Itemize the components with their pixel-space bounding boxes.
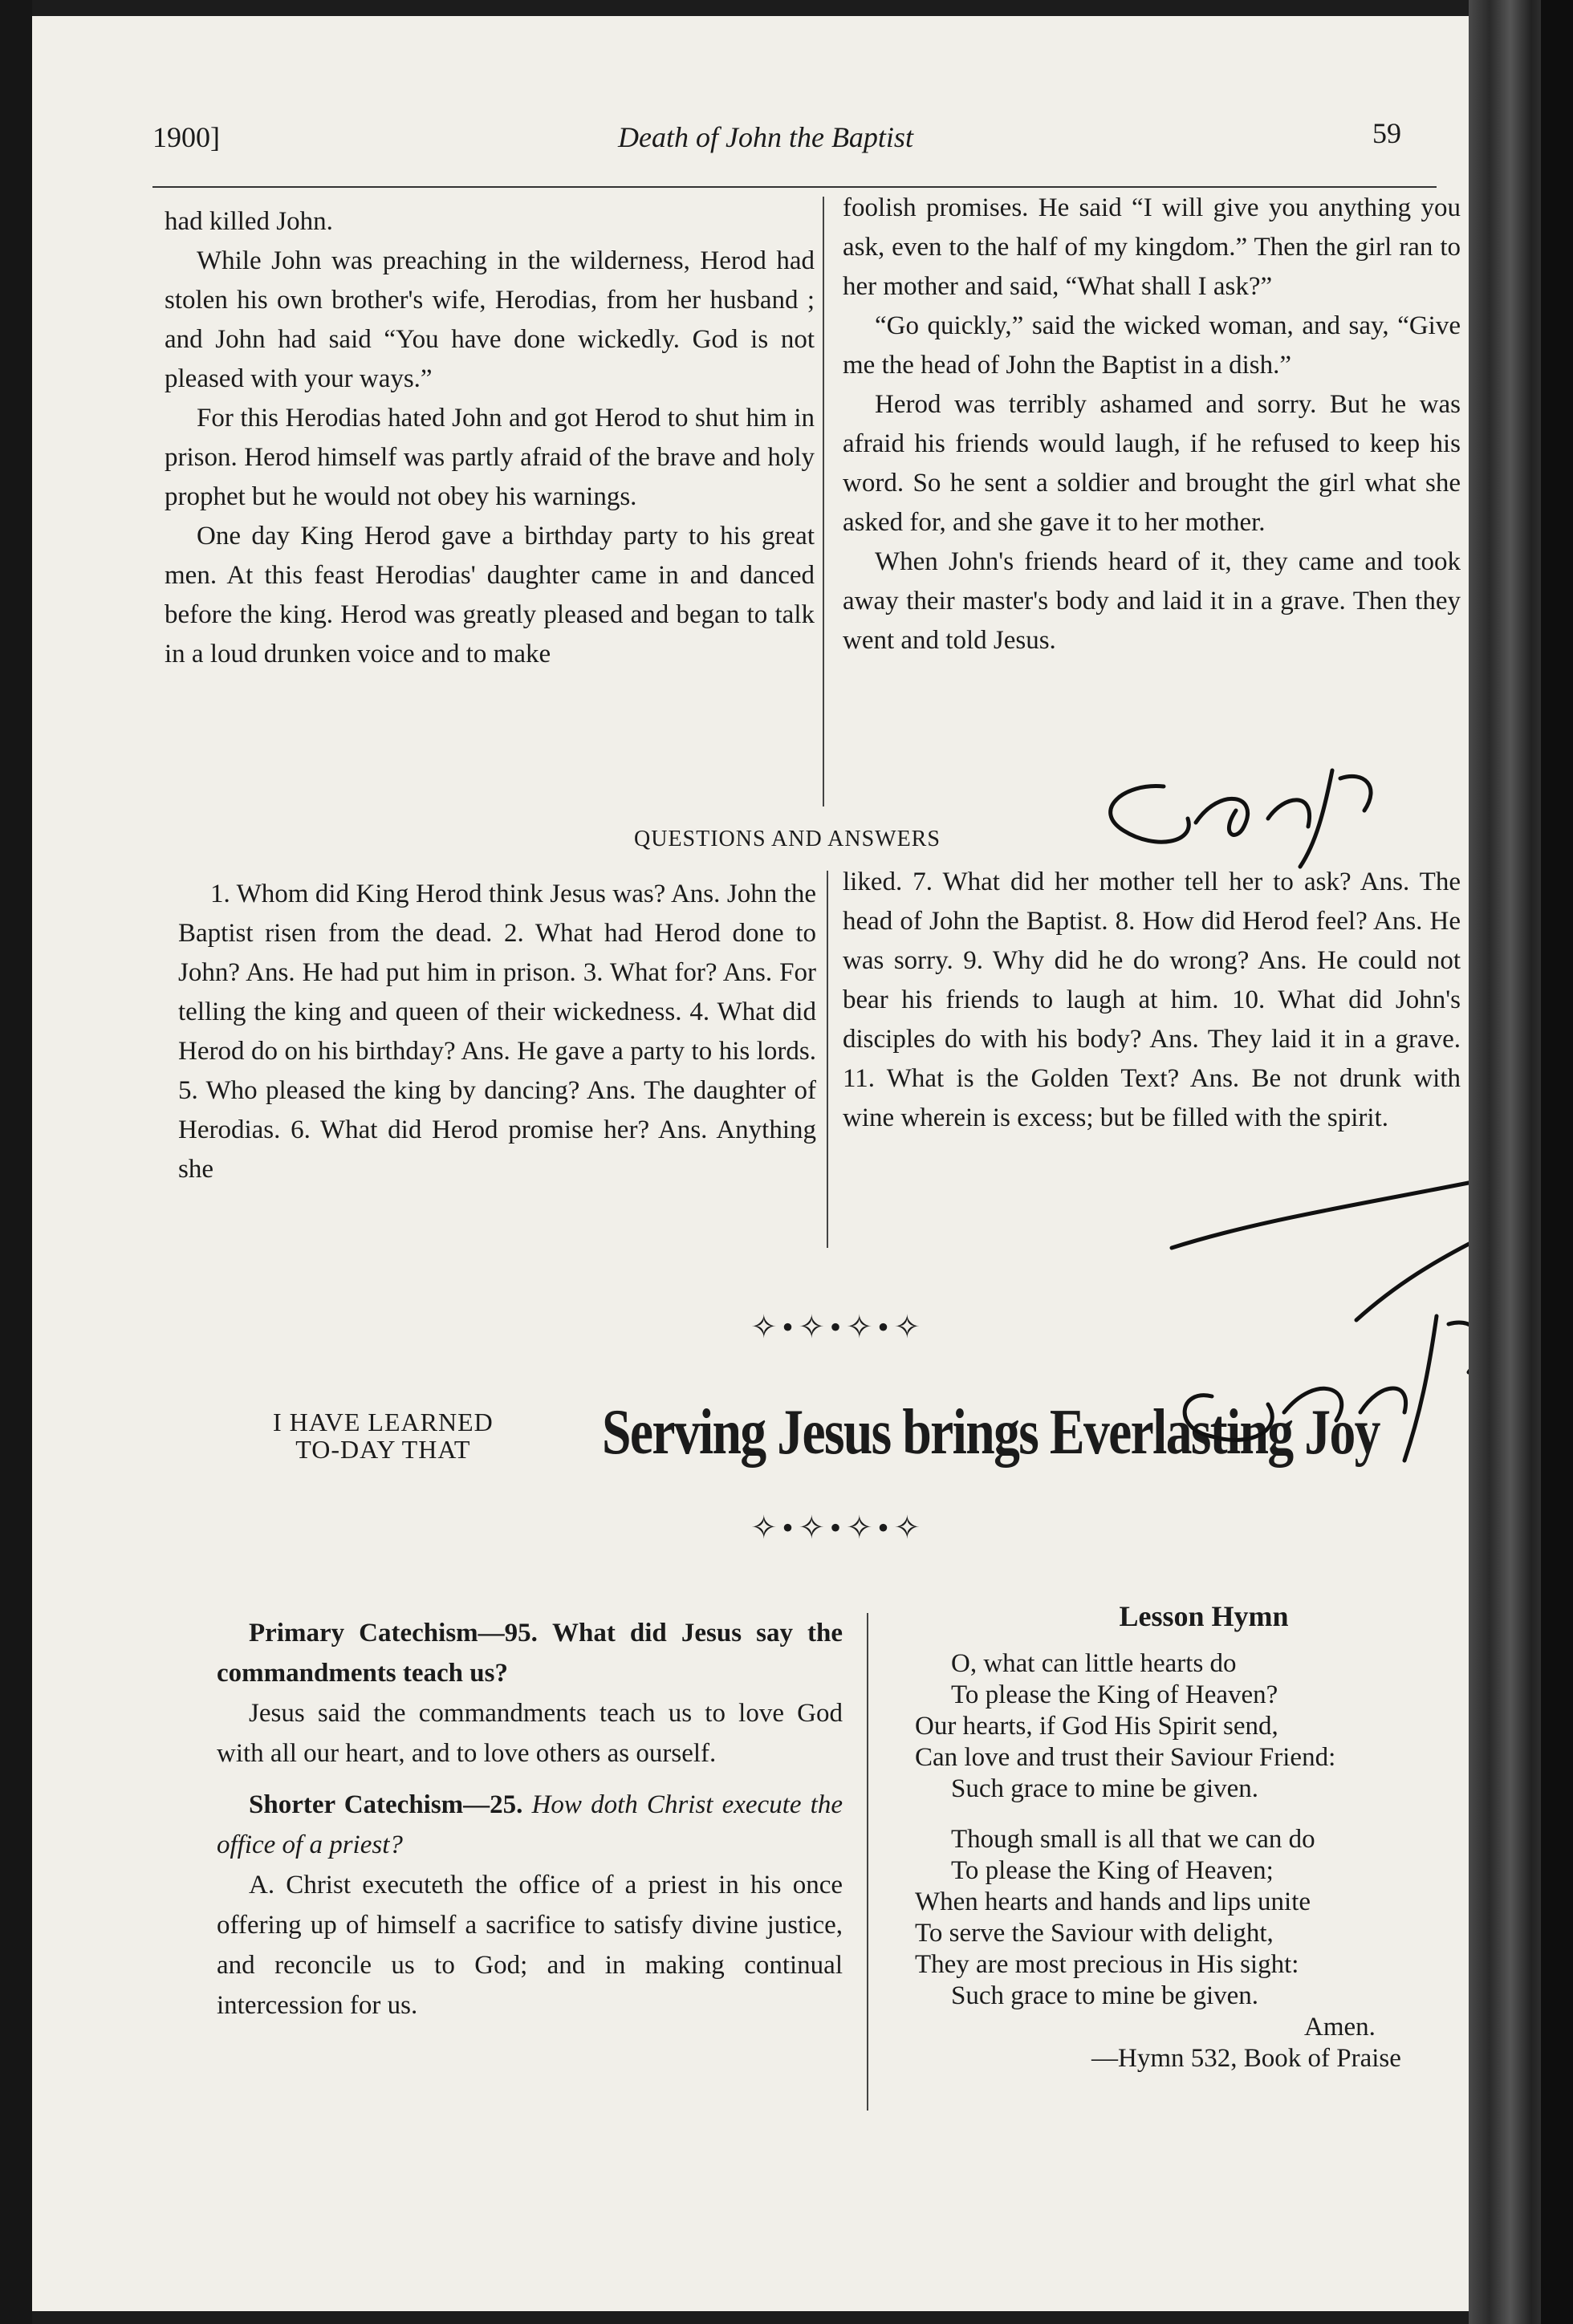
hymn-line: They are most precious in His sight: <box>915 1950 1299 1979</box>
hymn-amen: Amen. <box>1304 2013 1376 2042</box>
right-column <box>843 189 1461 660</box>
lesson-hymn <box>915 1601 1493 2074</box>
qa-heading: QUESTIONS AND ANSWERS <box>634 827 941 851</box>
column-divider <box>823 197 824 806</box>
paragraph: Herod was terribly ashamed and sorry. But he was afraid his friends would laugh, if he refused to keep his word. So he sent a soldier and brought the girl what she asked for, and she gave it to her mother. <box>843 390 1461 537</box>
paragraph: “Go quickly,” said the wicked woman, and say, “Give me the head of John the Baptist in a dish.” <box>843 311 1461 380</box>
qa-column-divider <box>827 871 828 1248</box>
paragraph: had killed John. <box>165 207 333 236</box>
paragraph: When John's friends heard of it, they came and took away their master's body and laid it in a grave. Then they went and told Jesus. <box>843 547 1461 655</box>
hymn-line: To please the King of Heaven? <box>951 1680 1278 1709</box>
hymn-line: To serve the Saviour with delight, <box>915 1919 1274 1948</box>
hymn-line: Our hearts, if God His Spirit send, <box>915 1712 1278 1741</box>
scan-left-edge <box>0 0 32 2324</box>
stanza-gap <box>915 1805 1493 1824</box>
shorter-catechism-answer: A. Christ executeth the office of a priest in his once offering up of himself a sacrifice to satisfy divine justice, and reconcile us to God; and in making continual intercession for us. <box>217 1871 843 2020</box>
hymn-line: To please the King of Heaven; <box>951 1856 1274 1885</box>
qa-left-column <box>178 875 816 1189</box>
paragraph: While John was preaching in the wilderness, Herod had stolen his own brother's wife, Herodias, from her husband ; and John had said “You have done wickedly. God is not pleased with your ways.” <box>165 246 815 393</box>
primary-catechism-label: Primary Catechism—95. <box>249 1619 538 1648</box>
qa-text: 1. Whom did King Herod think Jesus was? Ans. John the Baptist risen from the dead. 2. What had Herod done to John? Ans. He had put him in prison. 3. What for? Ans. For telling the king and queen of their wickedness. 4. What did Herod do on his birthday? Ans. He gave a party to his lords. 5. Who pleased the king by dancing? Ans. The daughter of Herodias. 6. What did Herod promise her? Ans. Anything she <box>178 880 816 1184</box>
hymn-line: When hearts and hands and lips unite <box>915 1887 1311 1916</box>
qa-text: liked. 7. What did her mother tell her to ask? Ans. The head of John the Baptist. 8. How did Herod feel? Ans. He was sorry. 9. Why did he do wrong? Ans. He could not bear his friends to laugh at him. 10. What did John's disciples do with his body? Ans. They laid it in a grave. 11. What is the Golden Text? Ans. Be not drunk with wine wherein is excess; but be filled with the spirit. <box>843 867 1461 1132</box>
paragraph: For this Herodias hated John and got Herod to shut him in prison. Herod himself was partly afraid of the brave and holy prophet but he would not obey his warnings. <box>165 404 815 511</box>
page-number: 59 <box>1372 117 1401 149</box>
book-spine <box>1469 0 1573 2324</box>
handwritten-annotation <box>1164 1172 1501 1493</box>
book-page <box>32 16 1501 2311</box>
hymn-line: Such grace to mine be given. <box>951 1774 1259 1803</box>
hymn-line: O, what can little hearts do <box>951 1649 1237 1678</box>
hymn-title: Lesson Hymn <box>1119 1600 1289 1632</box>
header-title: Death of John the Baptist <box>618 121 913 153</box>
learned-line-1: I HAVE LEARNED <box>273 1408 494 1436</box>
paragraph: One day King Herod gave a birthday party to his great men. At this feast Herodias' daughter came in and danced before the king. Herod was greatly pleased and began to talk in a loud drunken voice and to make <box>165 522 815 668</box>
header-year: 1900] <box>152 121 220 153</box>
left-column <box>165 202 815 674</box>
ornament-bottom: ✧•✧•✧•✧ <box>750 1509 926 1546</box>
primary-catechism-question: What did Jesus say the commandments teach us? <box>217 1619 843 1688</box>
shorter-catechism <box>217 1785 843 1865</box>
qa-right-column <box>843 863 1461 1138</box>
hymn-source: —Hymn 532, Book of Praise <box>1091 2044 1401 2073</box>
catechism-section <box>217 1613 843 2025</box>
learned-line-2: TO-DAY THAT <box>295 1435 471 1464</box>
ornament-top: ✧•✧•✧•✧ <box>750 1309 926 1345</box>
hymn-line: Such grace to mine be given. <box>951 1981 1259 2010</box>
paragraph: foolish promises. He said “I will give you anything you ask, even to the half of my kingdom.” Then the girl ran to her mother and said, “What shall I ask?” <box>843 193 1461 301</box>
motto: Serving Jesus brings Everlasting Joy <box>602 1397 1380 1468</box>
learned-label <box>273 1408 494 1463</box>
primary-catechism <box>217 1613 843 1693</box>
primary-catechism-answer: Jesus said the commandments teach us to love God with all our heart, and to love others as ourself. <box>217 1699 843 1768</box>
hymn-line: Can love and trust their Saviour Friend: <box>915 1743 1336 1772</box>
shorter-catechism-question: How doth Christ execute the office of a priest? <box>217 1790 843 1859</box>
catechism-divider <box>867 1613 868 2111</box>
hymn-line: Though small is all that we can do <box>951 1825 1315 1854</box>
shorter-catechism-label: Shorter Catechism—25. <box>249 1790 523 1819</box>
header-rule <box>152 186 1437 188</box>
handwritten-annotation <box>1075 754 1412 875</box>
